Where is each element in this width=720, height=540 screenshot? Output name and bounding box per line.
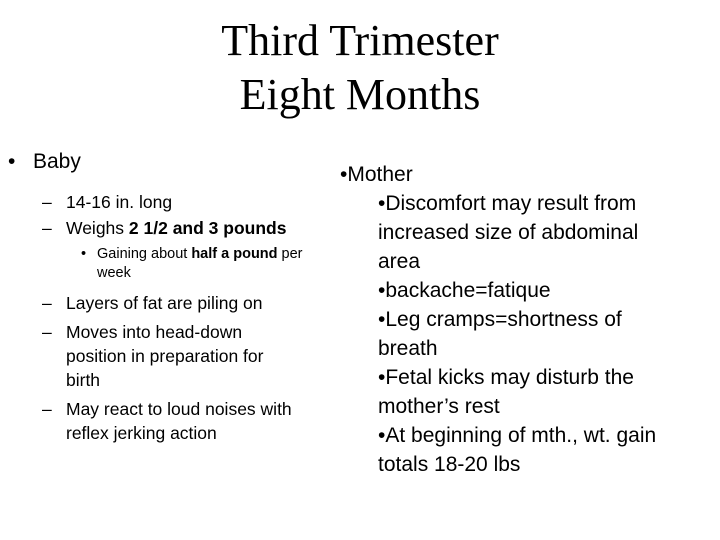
dash-icon: – xyxy=(42,322,52,342)
baby-item-noises-line1: May react to loud noises with xyxy=(66,399,292,419)
baby-column xyxy=(8,148,343,445)
baby-heading-text: Baby xyxy=(33,150,81,173)
baby-item-noises xyxy=(8,397,343,445)
mother-line: mother’s rest xyxy=(378,395,500,418)
slide-title xyxy=(0,14,720,122)
baby-item-length-text: 14-16 in. long xyxy=(66,192,173,212)
baby-heading xyxy=(8,148,343,176)
mother-line: area xyxy=(378,250,421,273)
baby-item-weight-bold: 2 1/2 and 3 pounds xyxy=(128,218,287,238)
bullet-icon: • xyxy=(8,150,16,173)
mother-line: •At beginning of mth., wt. gain xyxy=(378,424,657,447)
baby-subitem-gain-post: per xyxy=(277,246,303,262)
mother-line: totals 18-20 lbs xyxy=(378,453,521,476)
dash-icon: – xyxy=(42,192,52,212)
mother-column xyxy=(340,160,712,479)
baby-subitem-gain xyxy=(8,245,343,283)
mother-line: •Leg cramps=shortness of xyxy=(378,308,622,331)
baby-item-position-line2: position in preparation for xyxy=(66,346,264,366)
baby-item-fat-text: Layers of fat are piling on xyxy=(66,293,263,313)
mother-line: breath xyxy=(378,337,438,360)
title-line-1: Third Trimester xyxy=(221,16,499,65)
baby-item-position-line3: birth xyxy=(66,370,101,390)
mother-heading: •Mother xyxy=(340,163,413,186)
bullet-icon: • xyxy=(81,246,87,262)
baby-subitem-gain-line2: week xyxy=(97,265,131,281)
mother-line: increased size of abdominal xyxy=(378,221,639,244)
dash-icon: – xyxy=(42,218,52,238)
baby-subitem-gain-pre: Gaining about xyxy=(97,246,192,262)
dash-icon: – xyxy=(42,293,52,313)
baby-item-position-line1: Moves into head-down xyxy=(66,322,243,342)
baby-item-fat xyxy=(8,291,343,315)
mother-line: •Discomfort may result from xyxy=(378,192,637,215)
baby-item-noises-line2: reflex jerking action xyxy=(66,423,217,443)
baby-item-length xyxy=(8,190,343,214)
dash-icon: – xyxy=(42,399,52,419)
baby-item-weight-pre: Weighs xyxy=(66,218,129,238)
mother-line: •Fetal kicks may disturb the xyxy=(378,366,634,389)
baby-subitem-gain-bold: half a pound xyxy=(191,246,278,262)
title-line-2: Eight Months xyxy=(239,70,481,119)
baby-item-weight xyxy=(8,216,343,240)
baby-item-position xyxy=(8,320,343,392)
mother-line: •backache=fatique xyxy=(378,279,551,302)
